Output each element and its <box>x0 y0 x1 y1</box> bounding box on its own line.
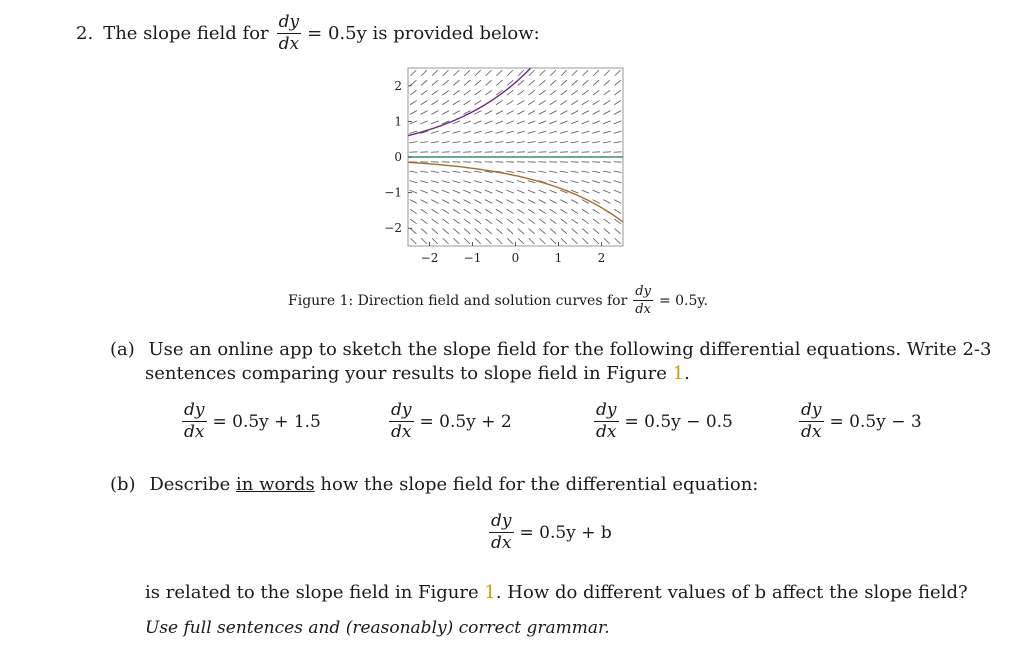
x-tick-label: 0 <box>511 251 520 265</box>
figure-caption <box>288 285 708 316</box>
y-tick-label: −1 <box>384 185 402 200</box>
intro-fraction: $\frac{dy}{dx}$ <box>278 12 300 54</box>
x-tick-label: 2 <box>597 251 606 265</box>
caption-suffix: = 0.5y. <box>658 292 708 309</box>
x-tick-label: 1 <box>554 251 563 265</box>
x-tick-label: −2 <box>420 251 439 265</box>
part-a-line2 <box>145 363 690 384</box>
part-b-text-after: how the slope field for the differential equation: <box>320 474 759 495</box>
problem-statement <box>76 14 540 53</box>
y-tick-label: 1 <box>394 114 402 129</box>
equation-a3: $\frac{dy}{dx}$ = 0.5y − 0.5 <box>596 400 733 442</box>
part-a-text1: Use an online app to sketch the slope field for the following differential equations. Write 2-3 <box>148 339 992 360</box>
part-a-label: (a) <box>110 339 135 360</box>
figure-ref-link-b[interactable]: 1 <box>484 582 496 603</box>
part-b-text2-end: . How do different values of b affect the slope field? <box>495 582 968 603</box>
problem-intro: The slope field for <box>103 23 269 44</box>
equation-a4: $\frac{dy}{dx}$ = 0.5y − 3 <box>801 400 922 442</box>
part-a-line1 <box>110 339 991 360</box>
equation-a2: $\frac{dy}{dx}$ = 0.5y + 2 <box>391 400 512 442</box>
equation-a1: $\frac{dy}{dx}$ = 0.5y + 1.5 <box>184 400 321 442</box>
x-tick-label: −1 <box>463 251 482 265</box>
part-b-text2: is related to the slope field in Figure <box>145 582 479 603</box>
part-b-text-before: Describe <box>149 474 231 495</box>
part-b-note: Use full sentences and (reasonably) correct grammar. <box>145 618 610 638</box>
part-b-line2 <box>145 582 968 603</box>
caption-fraction: $\frac{dy}{dx}$ <box>635 284 651 317</box>
y-tick-label: −2 <box>384 221 402 236</box>
part-b-label: (b) <box>110 474 136 495</box>
y-tick-label: 2 <box>394 78 402 93</box>
part-b-underlined: in words <box>236 474 315 495</box>
slope-field-plot <box>370 62 640 272</box>
slope-field-figure <box>370 62 640 272</box>
problem-intro-rest: = 0.5y is provided below: <box>307 23 540 44</box>
problem-number: 2. <box>76 23 94 44</box>
part-a-text2: sentences comparing your results to slope field in Figure <box>145 363 667 384</box>
figure-ref-link-a[interactable]: 1 <box>672 363 685 384</box>
part-a-text2-end: . <box>684 363 690 384</box>
y-tick-label: 0 <box>394 150 402 164</box>
part-b-line1 <box>110 474 758 495</box>
equation-b: $\frac{dy}{dx}$ = 0.5y + b <box>491 511 612 553</box>
caption-prefix: Figure 1: Direction field and solution curves for <box>288 292 628 309</box>
